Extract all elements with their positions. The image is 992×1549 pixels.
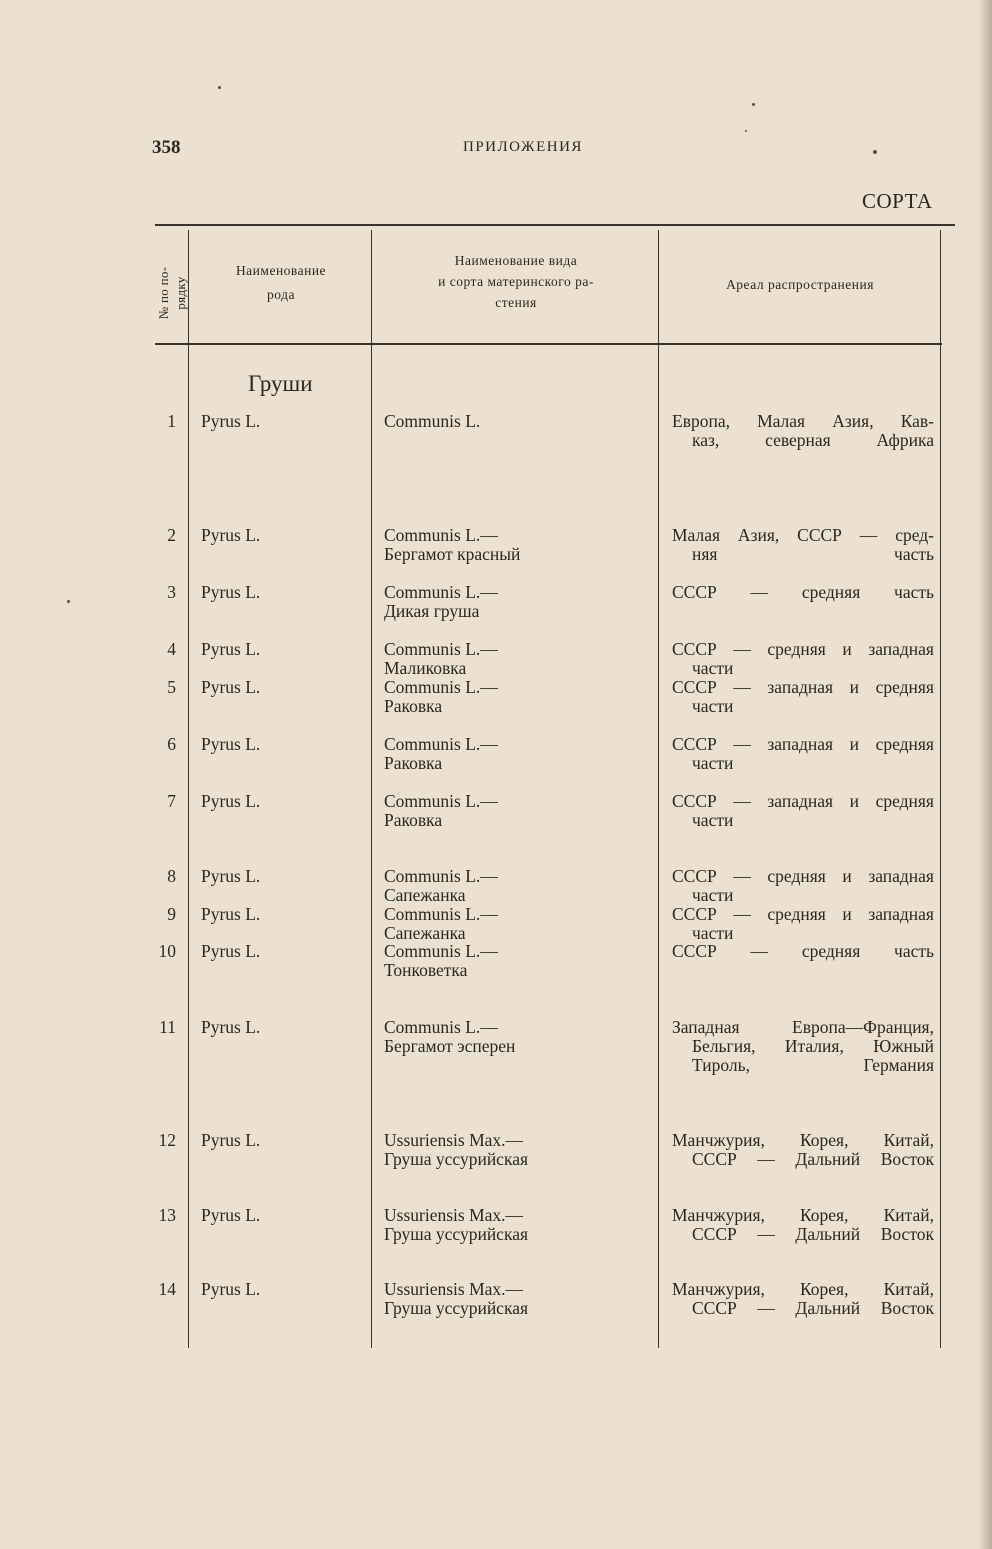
- row-area-line: Бельгия, Италия, Южный: [692, 1036, 934, 1056]
- row-number: 4: [167, 639, 176, 659]
- row-species-line: Ussuriensis Max.—: [384, 1130, 524, 1150]
- row-species: [384, 735, 498, 773]
- row-genus: Pyrus L.: [201, 1017, 261, 1037]
- row-area-line: Манчжурия, Корея, Китай,: [672, 1130, 934, 1150]
- row-area-line: части: [692, 885, 734, 905]
- section-title: СОРТА: [862, 189, 933, 213]
- row-genus: Pyrus L.: [201, 941, 261, 961]
- row-area-line: Европа, Малая Азия, Кав-: [672, 411, 934, 431]
- row-area: [672, 583, 934, 602]
- row-species-line: Communis L.—: [384, 525, 498, 545]
- column-header-number-line: № по по-: [156, 266, 171, 320]
- column-header-area: Ареал распространения: [726, 277, 874, 292]
- row-area: [672, 640, 934, 678]
- row-species-line: Communis L.—: [384, 791, 498, 811]
- column-divider: [658, 230, 659, 1348]
- row-number: 12: [158, 1130, 176, 1150]
- row-area: [672, 1280, 934, 1318]
- row-species-line: Тонковетка: [384, 960, 468, 980]
- page-number: 358: [152, 137, 181, 158]
- column-header-species-line: стения: [495, 295, 537, 310]
- row-species: [384, 905, 498, 943]
- row-species-line: Communis L.—: [384, 904, 498, 924]
- row-species-line: Раковка: [384, 696, 443, 716]
- row-number: 7: [167, 791, 176, 811]
- row-species-line: Communis L.—: [384, 941, 498, 961]
- row-genus: Pyrus L.: [201, 639, 261, 659]
- row-area-line: СССР — Дальний Восток: [692, 1224, 934, 1244]
- row-number: 9: [167, 904, 176, 924]
- row-area-line: Манчжурия, Корея, Китай,: [672, 1205, 934, 1225]
- row-area-line: няя часть: [692, 544, 934, 564]
- row-area: [672, 942, 934, 961]
- row-area-line: части: [692, 810, 734, 830]
- row-species: [384, 526, 520, 564]
- row-number: 8: [167, 866, 176, 886]
- row-species-line: Communis L.—: [384, 582, 498, 602]
- row-area-line: СССР — западная и средняя: [672, 791, 934, 811]
- row-species-line: Communis L.—: [384, 639, 498, 659]
- row-species: [384, 1131, 528, 1169]
- row-area-line: Манчжурия, Корея, Китай,: [672, 1279, 934, 1299]
- row-species-line: Ussuriensis Max.—: [384, 1205, 524, 1225]
- row-number: 10: [158, 941, 176, 961]
- column-divider: [940, 230, 941, 1348]
- row-area-line: каз, северная Африка: [692, 430, 934, 450]
- row-area-line: Тироль, Германия: [692, 1055, 934, 1075]
- row-number: 2: [167, 525, 176, 545]
- row-number: 14: [158, 1279, 176, 1299]
- page-edge-shadow: [978, 0, 992, 1549]
- row-species-line: Сапежанка: [384, 885, 466, 905]
- row-species-line: Communis L.: [384, 411, 481, 431]
- row-area-line: СССР — средняя часть: [672, 582, 934, 602]
- row-number: 3: [167, 582, 176, 602]
- row-species-line: Сапежанка: [384, 923, 466, 943]
- row-area-line: СССР — Дальний Восток: [692, 1149, 934, 1169]
- row-species-line: Communis L.—: [384, 866, 498, 886]
- row-species: [384, 640, 498, 678]
- column-divider: [188, 230, 189, 1348]
- row-genus: Pyrus L.: [201, 1130, 261, 1150]
- row-area: [672, 1206, 934, 1244]
- paper-speck: [873, 150, 877, 154]
- row-species-line: Груша уссурийская: [384, 1224, 529, 1244]
- row-species-line: Дикая груша: [384, 601, 480, 621]
- row-area: [672, 792, 934, 830]
- row-number: 11: [159, 1017, 176, 1037]
- running-head: ПРИЛОЖЕНИЯ: [463, 139, 583, 155]
- row-species: [384, 412, 480, 431]
- row-area-line: Западная Европа—Франция,: [672, 1017, 934, 1037]
- row-species: [384, 1206, 528, 1244]
- row-area-line: СССР — средняя часть: [672, 941, 934, 961]
- row-genus: Pyrus L.: [201, 582, 261, 602]
- row-area: [672, 735, 934, 773]
- row-area-line: части: [692, 923, 734, 943]
- row-area-line: части: [692, 696, 734, 716]
- row-area: [672, 905, 934, 943]
- row-number: 13: [158, 1205, 176, 1225]
- row-species: [384, 583, 498, 621]
- row-species: [384, 1280, 528, 1318]
- row-area-line: части: [692, 753, 734, 773]
- row-species: [384, 792, 498, 830]
- column-header-species-line: Наименование вида: [454, 253, 578, 268]
- row-area-line: СССР — средняя и западная: [672, 904, 934, 924]
- row-genus: Pyrus L.: [201, 904, 261, 924]
- group-heading: Груши: [248, 371, 313, 396]
- row-species-line: Маликовка: [384, 658, 467, 678]
- row-area-line: СССР — западная и средняя: [672, 677, 934, 697]
- row-genus: Pyrus L.: [201, 866, 261, 886]
- row-area: [672, 412, 934, 450]
- row-area-line: СССР — средняя и западная: [672, 639, 934, 659]
- row-area-line: Малая Азия, СССР — сред-: [672, 525, 934, 545]
- row-species: [384, 1018, 515, 1056]
- row-area: [672, 1018, 934, 1075]
- row-species-line: Раковка: [384, 753, 443, 773]
- row-species: [384, 942, 498, 980]
- row-species: [384, 678, 498, 716]
- table-top-rule: [155, 224, 955, 226]
- row-species-line: Communis L.—: [384, 677, 498, 697]
- paper-speck: [67, 600, 70, 603]
- row-area-line: СССР — средняя и западная: [672, 866, 934, 886]
- row-species-line: Бергамот красный: [384, 544, 521, 564]
- row-genus: Pyrus L.: [201, 677, 261, 697]
- column-header-species: [378, 250, 654, 313]
- column-divider: [371, 230, 372, 1348]
- row-number: 5: [167, 677, 176, 697]
- row-genus: Pyrus L.: [201, 791, 261, 811]
- column-header-genus-line: рода: [267, 287, 295, 302]
- paper-speck: [745, 130, 747, 132]
- row-species-line: Груша уссурийская: [384, 1149, 529, 1169]
- row-species-line: Ussuriensis Max.—: [384, 1279, 524, 1299]
- row-species-line: Груша уссурийская: [384, 1298, 529, 1318]
- row-genus: Pyrus L.: [201, 1279, 261, 1299]
- row-number: 6: [167, 734, 176, 754]
- row-species: [384, 867, 498, 905]
- row-area: [672, 1131, 934, 1169]
- column-header-genus: [195, 259, 367, 307]
- row-area: [672, 867, 934, 905]
- row-species-line: Communis L.—: [384, 1017, 498, 1037]
- row-area: [672, 526, 934, 564]
- column-header-genus-line: Наименование: [235, 263, 327, 278]
- row-genus: Pyrus L.: [201, 1205, 261, 1225]
- column-header-species-line: и сорта материнского ра-: [438, 274, 594, 289]
- paper-speck: [218, 86, 221, 89]
- row-genus: Pyrus L.: [201, 411, 261, 431]
- row-number: 1: [167, 411, 176, 431]
- column-header-number-line: рядку: [173, 276, 188, 310]
- row-area: [672, 678, 934, 716]
- row-species-line: Бергамот эсперен: [384, 1036, 516, 1056]
- row-genus: Pyrus L.: [201, 734, 261, 754]
- row-area-line: СССР — Дальний Восток: [692, 1298, 934, 1318]
- row-genus: Pyrus L.: [201, 525, 261, 545]
- table-header-rule: [155, 343, 942, 345]
- row-species-line: Communis L.—: [384, 734, 498, 754]
- row-area-line: СССР — западная и средняя: [672, 734, 934, 754]
- row-species-line: Раковка: [384, 810, 443, 830]
- paper-speck: [752, 103, 755, 106]
- row-area-line: части: [692, 658, 734, 678]
